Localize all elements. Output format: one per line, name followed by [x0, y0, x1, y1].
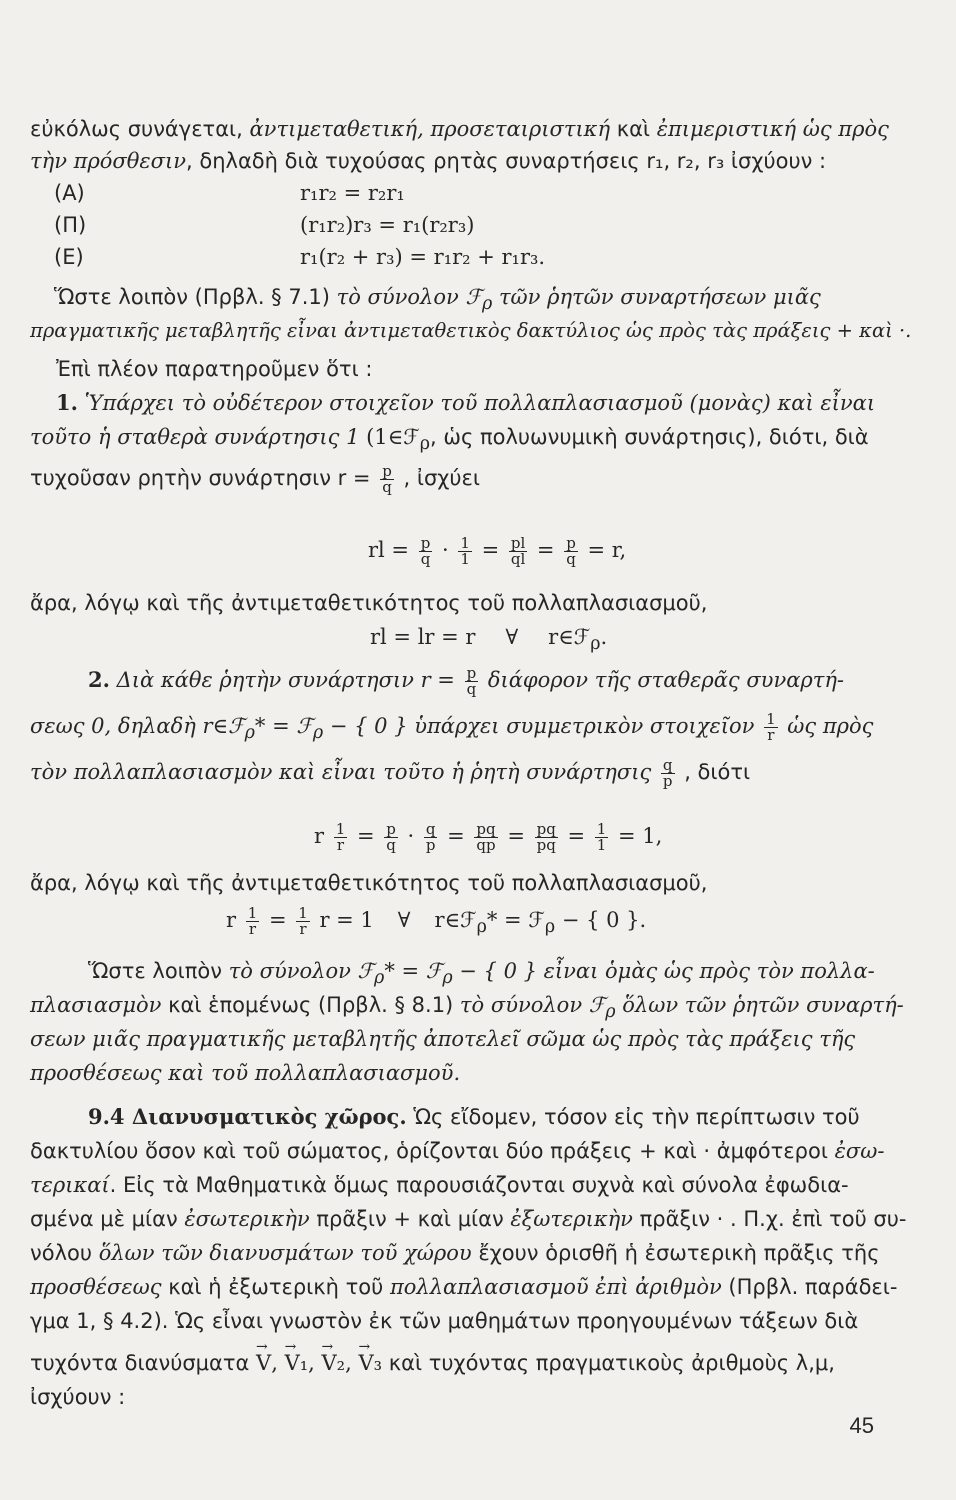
- text-line-italic: πραγματικῆς μεταβλητῆς εἶναι ἀντιμεταθετικὸς δακτύλιος ὡς πρὸς τὰς πράξεις + καὶ ·.: [30, 319, 912, 342]
- text-line: [54, 284, 821, 317]
- text: καὶ ἑπομένως (Πρβλ. § 8.1): [161, 993, 460, 1017]
- text-italic: ἐσω-: [834, 1139, 885, 1163]
- separator: ,: [345, 1351, 359, 1375]
- text: καὶ τυχόντας πραγματικοὺς ἀριθμοὺς λ,μ,: [382, 1351, 835, 1375]
- text-line-italic: προσθέσεως καὶ τοῦ πολλαπλασιασμοῦ.: [30, 1061, 461, 1085]
- text-italic: * = ℱ: [254, 714, 313, 738]
- text: Ὡς εἴδομεν, τόσον εἰς τὴν περίπτωσιν τοῦ: [406, 1105, 860, 1129]
- text-italic: ἐπιμεριστική ὡς πρὸς: [656, 117, 889, 141]
- text: πρᾶξιν · . Π.χ. ἐπὶ τοῦ συ-: [632, 1207, 907, 1231]
- eq-part: =: [350, 824, 382, 848]
- numerator: p: [382, 462, 392, 480]
- numerator: 1: [596, 820, 607, 838]
- fraction: [564, 536, 578, 567]
- eq-part: − { 0 }.: [555, 908, 647, 932]
- subscript: ρ: [442, 968, 453, 989]
- numerator: p: [386, 820, 396, 838]
- equation: [314, 816, 662, 856]
- eq-part: .: [600, 625, 608, 649]
- text-italic: ὅλων τῶν ῥητῶν συναρτή-: [615, 993, 904, 1017]
- numerator: p: [420, 534, 431, 552]
- text-line: [30, 1240, 880, 1266]
- text: Ὥστε λοιπὸν: [88, 959, 229, 983]
- text: (Πρβλ. παράδει-: [721, 1275, 898, 1299]
- text-italic: τὴν πρόσθεσιν: [30, 149, 187, 173]
- text-line: ἄρα, λόγῳ καὶ τῆς ἀντιμεταθετικότητος τοῦ πολλαπλασιασμοῦ,: [30, 871, 708, 895]
- text-line-italic: σεων μιᾶς πραγματικῆς μεταβλητῆς ἀποτελεῖ σῶμα ὡς πρὸς τὰς πράξεις τῆς: [30, 1027, 856, 1051]
- numerator: 1: [247, 904, 258, 922]
- eq-part: rl =: [368, 538, 416, 562]
- numerator: p: [566, 534, 576, 552]
- subscript: ρ: [419, 434, 431, 455]
- text: ἔχουν ὁρισθῆ ἡ ἐσωτερικὴ πρᾶξις τῆς: [471, 1241, 880, 1265]
- property-equation: r₁r₂ = r₂r₁: [300, 181, 405, 205]
- vector-v1: → V₁: [285, 1350, 309, 1376]
- subscript: ρ: [312, 723, 324, 744]
- text-line: Ἐπὶ πλέον παρατηροῦμεν ὅτι :: [56, 357, 373, 381]
- numerator: p: [466, 664, 477, 682]
- text-italic: προσθέσεως: [30, 1275, 162, 1299]
- subscript: ρ: [244, 723, 255, 744]
- fraction: [246, 906, 260, 937]
- eq-part: = r,: [580, 538, 627, 562]
- text-line: γμα 1, § 4.2). Ὡς εἶναι γνωστὸν ἐκ τῶν μαθημάτων προηγουμένων τάξεων διὰ: [30, 1309, 859, 1333]
- fraction: [334, 822, 348, 853]
- eq-part: r: [226, 908, 243, 932]
- denominator: q: [466, 680, 477, 698]
- fraction: [384, 822, 398, 853]
- separator: ,: [308, 1351, 322, 1375]
- text-italic: τοῦτο ἡ σταθερὰ συνάρτησις 1: [30, 425, 360, 449]
- text: , δηλαδὴ διὰ τυχούσας ρητὰς συναρτήσεις r₁, r₂, r₃ ἰσχύουν :: [186, 149, 827, 173]
- vector-v3: → V₃: [358, 1350, 382, 1376]
- text-line: [30, 1274, 897, 1300]
- text-line: [30, 706, 873, 753]
- separator: ,: [271, 1351, 285, 1375]
- text-italic: Διὰ κάθε ῥητὴν συνάρτησιν r =: [109, 668, 462, 692]
- denominator: pq: [536, 836, 556, 854]
- text: καὶ: [610, 117, 657, 141]
- text-italic: σεως 0, δηλαδὴ r∈ℱ: [30, 714, 245, 738]
- text: , ὡς πολυωνυμικὴ συνάρτησις), διότι, διὰ: [430, 425, 869, 449]
- numerator: 1: [460, 534, 470, 552]
- property-equation: (r₁r₂)r₃ = r₁(r₂r₃): [300, 213, 475, 237]
- denominator: r: [299, 920, 307, 938]
- fraction: [764, 712, 778, 743]
- denominator: q: [566, 550, 576, 568]
- eq-part: r = 1: [312, 908, 374, 932]
- denominator: r: [767, 726, 775, 744]
- eq-part: =: [474, 538, 506, 562]
- text-italic: ὅλων τῶν διανυσμάτων τοῦ χώρου: [98, 1241, 472, 1265]
- fraction: [458, 536, 472, 567]
- text-line: [30, 752, 750, 792]
- property-equation: r₁(r₂ + r₃) = r₁r₂ + r₁r₃.: [300, 245, 546, 269]
- eq-part: r: [314, 824, 331, 848]
- text-italic: − { 0 } εἶναι ὁμὰς ὡς πρὸς τὸν πολλα-: [452, 959, 875, 983]
- forall-symbol: ∀: [505, 625, 519, 649]
- page-number: 45: [849, 1413, 874, 1438]
- eq-part: r∈ℱ: [434, 908, 477, 932]
- text-italic: πλασιασμὸν: [30, 993, 162, 1017]
- denominator: qp: [476, 836, 496, 854]
- eq-part: * = ℱ: [486, 908, 545, 932]
- forall-symbol: ∀: [397, 908, 411, 932]
- eq-part: =: [262, 908, 294, 932]
- eq-part: =: [440, 824, 472, 848]
- numerator: q: [662, 756, 673, 774]
- numerator: q: [425, 820, 436, 838]
- text-italic: τὸν πολλαπλασιασμὸν καὶ εἶναι τοῦτο ἡ ῥητὴ συνάρτησις: [30, 760, 658, 784]
- text-line: [88, 958, 875, 991]
- eq-part: rl = lr = r: [370, 625, 476, 649]
- text-line: [88, 660, 844, 700]
- item-number: 1.: [56, 390, 78, 415]
- text-line: [30, 1172, 849, 1198]
- section-title: Διανυσματικὸς χῶρος.: [124, 1104, 407, 1129]
- text-line: [30, 992, 904, 1025]
- eq-part: = 1,: [611, 824, 663, 848]
- denominator: q: [420, 550, 431, 568]
- section-heading-line: [88, 1104, 860, 1130]
- text-italic: * = ℱ: [384, 959, 443, 983]
- denominator: 1: [596, 836, 607, 854]
- subscript: ρ: [476, 917, 487, 938]
- equation: [370, 624, 607, 657]
- text: καὶ ἡ ἐξωτερικὴ τοῦ: [161, 1275, 390, 1299]
- subscript: ρ: [590, 634, 601, 655]
- text-line: [30, 1138, 884, 1164]
- denominator: q: [382, 478, 392, 496]
- fraction: [595, 822, 609, 853]
- property-label: (A): [54, 181, 85, 205]
- text-line: [30, 1350, 835, 1376]
- text: σμένα μὲ μίαν: [30, 1207, 185, 1231]
- fraction: [474, 822, 497, 853]
- text-italic: ἐξωτερικὴν: [510, 1207, 633, 1231]
- text-line: [30, 148, 826, 174]
- fraction: [509, 536, 527, 567]
- text-italic: ὡς πρὸς: [780, 714, 874, 738]
- text-line: ἰσχύουν :: [30, 1385, 126, 1409]
- text-italic: − { 0 } ὑπάρχει συμμετρικὸν στοιχεῖον: [323, 714, 762, 738]
- equation: [368, 530, 626, 570]
- fraction: [424, 822, 438, 853]
- fraction: [465, 666, 479, 697]
- numerator: pq: [536, 820, 556, 838]
- denominator: ql: [510, 550, 526, 568]
- text-italic: τερικαί: [30, 1173, 110, 1197]
- text: , ἰσχύει: [396, 466, 480, 490]
- eq-part: =: [560, 824, 592, 848]
- text-italic: πολλαπλασιασμοῦ ἐπὶ ἀριθμὸν: [389, 1275, 722, 1299]
- section-number: 9.4: [88, 1104, 125, 1129]
- denominator: p: [425, 836, 436, 854]
- denominator: p: [662, 772, 673, 790]
- eq-part: r∈ℱ: [548, 625, 591, 649]
- text: Ὥστε λοιπὸν (Πρβλ. § 7.1): [54, 285, 337, 309]
- text-line: [30, 1206, 906, 1232]
- text-italic: ἐσωτερικὴν: [184, 1207, 310, 1231]
- fraction: [661, 758, 675, 789]
- text-italic: τὸ σύνολον ℱ: [459, 993, 606, 1017]
- numerator: pq: [476, 820, 496, 838]
- denominator: q: [386, 836, 396, 854]
- text-italic: τῶν ῥητῶν συναρτήσεων μιᾶς: [492, 285, 821, 309]
- text: , διότι: [677, 760, 751, 784]
- text-italic: διάφορον τῆς σταθερᾶς συναρτή-: [481, 668, 845, 692]
- text-line: [30, 458, 480, 498]
- fraction: [296, 906, 310, 937]
- fraction: [380, 464, 394, 495]
- text-line: [56, 390, 875, 416]
- text: τυχοῦσαν ρητὴν συνάρτησιν r =: [30, 466, 378, 490]
- denominator: r: [336, 836, 345, 854]
- item-number: 2.: [88, 667, 110, 692]
- equation: [226, 900, 646, 947]
- numerator: 1: [335, 820, 346, 838]
- vector-v: → V: [256, 1350, 271, 1376]
- subscript: ρ: [481, 294, 493, 315]
- denominator: 1: [460, 550, 470, 568]
- fraction: [419, 536, 433, 567]
- text-line: [30, 424, 869, 457]
- text: τυχόντα διανύσματα: [30, 1351, 257, 1375]
- text-italic: ἀντιμεταθετική, προσεταιριστική: [249, 117, 611, 141]
- text: νόλου: [30, 1241, 99, 1265]
- text: δακτυλίου ὅσον καὶ τοῦ σώματος, ὁρίζονται δύο πράξεις + καὶ · ἀμφότεροι: [30, 1139, 835, 1163]
- text-line: [30, 116, 889, 142]
- eq-part: ·: [400, 824, 421, 848]
- subscript: ρ: [605, 1002, 616, 1023]
- vector-v2: → V₂: [322, 1350, 346, 1376]
- fraction: [535, 822, 558, 853]
- numerator: 1: [766, 710, 776, 728]
- text: . Εἰς τὰ Μαθηματικὰ ὅμως παρουσιάζονται συχνὰ καὶ σύνολα ἐφωδια-: [109, 1173, 849, 1197]
- eq-part: =: [500, 824, 532, 848]
- subscript: ρ: [544, 917, 556, 938]
- text-italic: Ὑπάρχει τὸ οὐδέτερον στοιχεῖον τοῦ πολλαπλασιασμοῦ (μονὰς) καὶ εἶναι: [77, 391, 876, 415]
- text: εὐκόλως συνάγεται,: [30, 117, 250, 141]
- numerator: pl: [510, 534, 526, 552]
- subscript: ρ: [374, 968, 385, 989]
- text: πρᾶξιν + καὶ μίαν: [309, 1207, 511, 1231]
- property-label: (E): [54, 245, 84, 269]
- text: (1∈ℱ: [359, 425, 420, 449]
- text-italic: τὸ σύνολον ℱ: [336, 285, 482, 309]
- eq-part: =: [530, 538, 562, 562]
- eq-part: ·: [435, 538, 456, 562]
- text-line: ἄρα, λόγῳ καὶ τῆς ἀντιμεταθετικότητος τοῦ πολλαπλασιασμοῦ,: [30, 591, 708, 615]
- numerator: 1: [298, 904, 308, 922]
- property-label: (Π): [54, 213, 87, 237]
- denominator: r: [248, 920, 257, 938]
- text-italic: τὸ σύνολον ℱ: [228, 959, 375, 983]
